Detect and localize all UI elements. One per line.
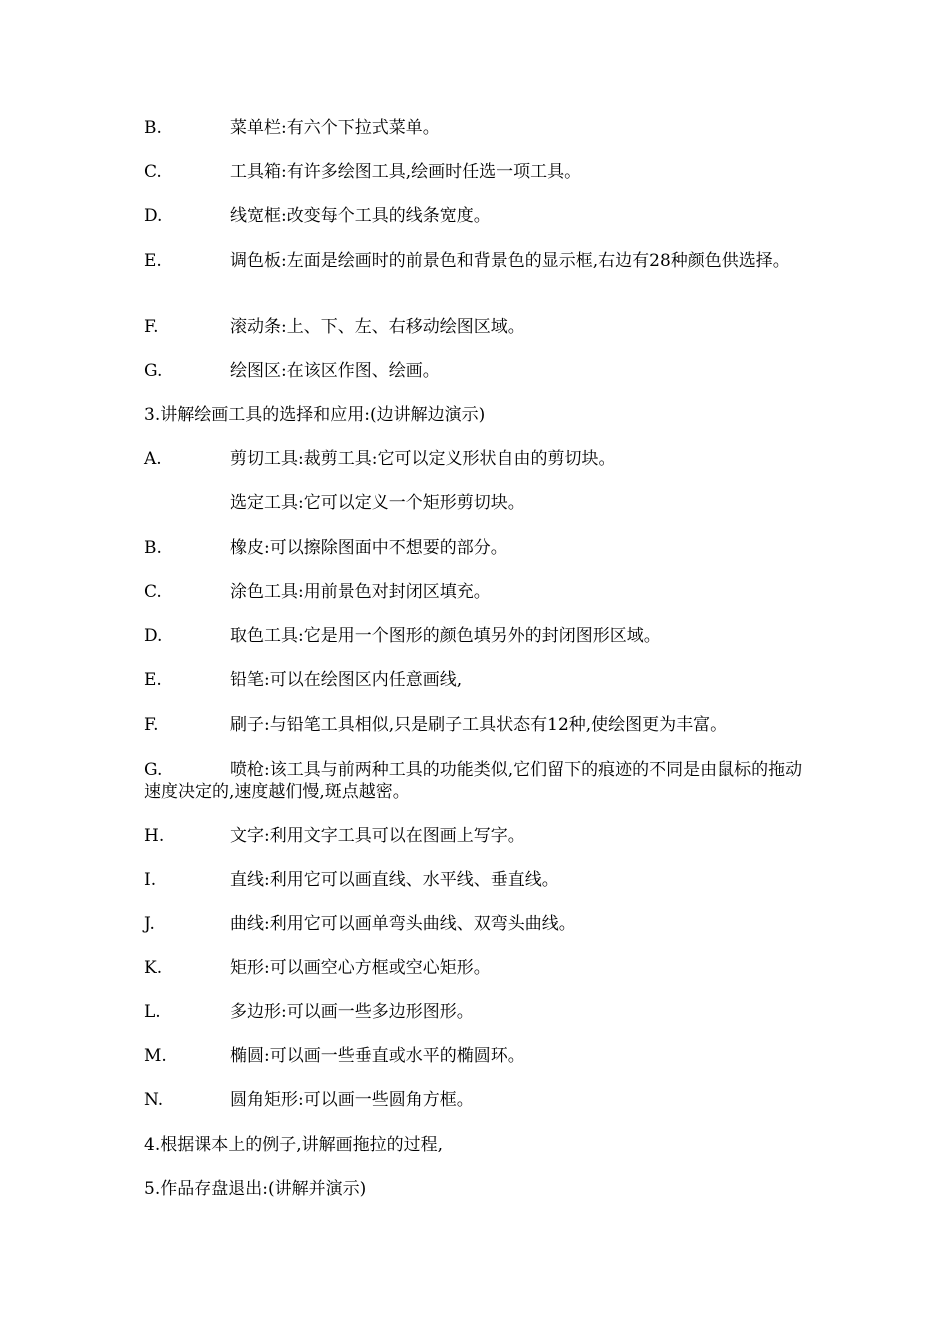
item-b-menu-bar	[144, 117, 808, 139]
item-g-airbrush	[144, 759, 808, 803]
item-h-text	[144, 825, 808, 847]
item-a-cut-tool	[144, 448, 808, 470]
item-text: 选定工具:它可以定义一个矩形剪切块。	[230, 493, 525, 513]
item-label: C.	[144, 582, 162, 602]
item-select-tool	[144, 492, 808, 514]
item-g-drawing-area	[144, 360, 808, 382]
item-label: G.	[144, 760, 163, 780]
section-text: 3.讲解绘画工具的选择和应用:(边讲解边演示)	[144, 405, 486, 425]
section-3-heading	[144, 404, 808, 426]
item-label: G.	[144, 361, 163, 381]
item-c-toolbox	[144, 161, 808, 183]
item-text: 线宽框:改变每个工具的线条宽度。	[230, 206, 491, 226]
item-label: C.	[144, 162, 162, 182]
item-text: 文字:利用文字工具可以在图画上写字。	[230, 826, 525, 846]
item-text: 喷枪:该工具与前两种工具的功能类似,它们留下的痕迹的不同是由鼠标的拖动速度决定的,速度越们慢,斑点越密。	[144, 760, 803, 802]
item-d-color-picker	[144, 625, 808, 647]
item-label: J.	[144, 914, 155, 934]
item-label: E.	[144, 251, 162, 271]
item-label: B.	[144, 538, 162, 558]
item-label: I.	[144, 870, 157, 890]
section-5-heading	[144, 1178, 808, 1200]
item-label: H.	[144, 826, 165, 846]
item-text: 涂色工具:用前景色对封闭区填充。	[230, 582, 491, 602]
item-label: A.	[144, 449, 162, 469]
item-m-ellipse	[144, 1045, 808, 1067]
item-text: 直线:利用它可以画直线、水平线、垂直线。	[230, 870, 559, 890]
section-text: 5.作品存盘退出:(讲解并演示)	[144, 1179, 367, 1199]
item-text: 多边形:可以画一些多边形图形。	[230, 1002, 474, 1022]
item-k-rectangle	[144, 957, 808, 979]
item-f-brush	[144, 714, 808, 736]
item-text: 橡皮:可以擦除图面中不想要的部分。	[230, 538, 508, 558]
item-label: K.	[144, 958, 163, 978]
item-label: D.	[144, 206, 163, 226]
item-text: 滚动条:上、下、左、右移动绘图区域。	[230, 317, 525, 337]
item-e-pencil	[144, 669, 808, 691]
item-text: 调色板:左面是绘画时的前景色和背景色的显示框,右边有28种颜色供选择。	[230, 251, 790, 271]
item-text: 菜单栏:有六个下拉式菜单。	[230, 118, 440, 138]
section-4-heading	[144, 1134, 808, 1156]
item-text: 圆角矩形:可以画一些圆角方框。	[230, 1090, 474, 1110]
item-text: 刷子:与铅笔工具相似,只是刷子工具状态有12种,使绘图更为丰富。	[230, 715, 728, 735]
item-j-curve	[144, 913, 808, 935]
item-c-fill-tool	[144, 581, 808, 603]
item-e-palette	[144, 250, 808, 272]
item-text: 椭圆:可以画一些垂直或水平的椭圆环。	[230, 1046, 525, 1066]
item-d-line-width	[144, 205, 808, 227]
item-label: L.	[144, 1002, 161, 1022]
item-label: N.	[144, 1090, 164, 1110]
item-label: F.	[144, 317, 159, 337]
item-b-eraser	[144, 537, 808, 559]
item-label: D.	[144, 626, 163, 646]
item-l-polygon	[144, 1001, 808, 1023]
item-text: 曲线:利用它可以画单弯头曲线、双弯头曲线。	[230, 914, 576, 934]
item-text: 剪切工具:裁剪工具:它可以定义形状自由的剪切块。	[230, 449, 616, 469]
item-n-rounded-rect	[144, 1089, 808, 1111]
item-i-line	[144, 869, 808, 891]
item-text: 绘图区:在该区作图、绘画。	[230, 361, 440, 381]
item-label: F.	[144, 715, 159, 735]
item-text: 矩形:可以画空心方框或空心矩形。	[230, 958, 491, 978]
section-text: 4.根据课本上的例子,讲解画拖拉的过程,	[144, 1135, 444, 1155]
item-text: 工具箱:有许多绘图工具,绘画时任选一项工具。	[230, 162, 582, 182]
item-f-scrollbar	[144, 316, 808, 338]
item-text: 取色工具:它是用一个图形的颜色填另外的封闭图形区域。	[230, 626, 661, 646]
item-label: B.	[144, 118, 162, 138]
item-label: M.	[144, 1046, 167, 1066]
item-label: E.	[144, 670, 162, 690]
item-text: 铅笔:可以在绘图区内任意画线,	[230, 670, 463, 690]
